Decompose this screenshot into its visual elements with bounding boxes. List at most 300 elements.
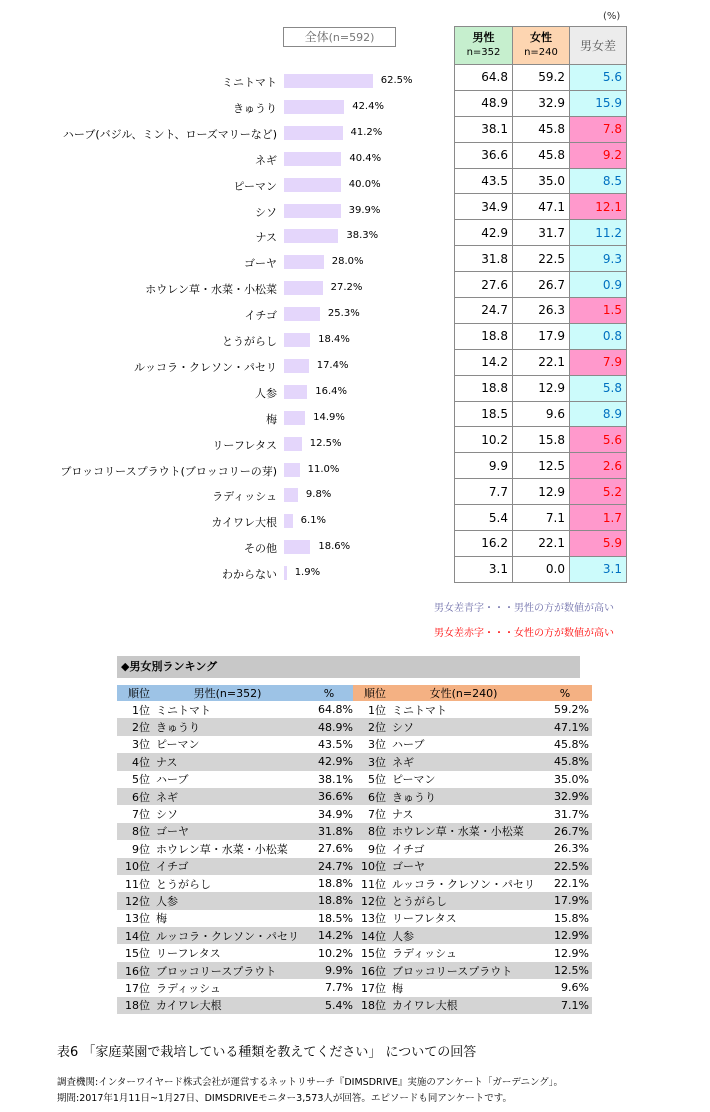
- ranking-rank: 14位: [117, 927, 153, 944]
- bar-value-label: 17.4%: [316, 359, 349, 371]
- male-cell: 34.9: [455, 194, 513, 220]
- category-label: ミニトマト: [222, 76, 277, 89]
- ranking-name: ラディッシュ: [156, 981, 221, 995]
- ranking-name: きゅうり: [389, 788, 538, 805]
- female-ranking-row: [353, 927, 592, 944]
- ranking-pct: 42.9%: [302, 753, 356, 770]
- male-ranking-row: [117, 736, 356, 753]
- ranking-rank: 16位: [353, 962, 389, 979]
- bar-value-label: 25.3%: [327, 308, 360, 320]
- gender-table-row: [455, 531, 627, 557]
- bar: [284, 100, 344, 114]
- bar-value-label: 27.2%: [330, 282, 363, 294]
- bar: [284, 126, 343, 140]
- female-ranking-table: [353, 685, 592, 1014]
- ranking-pct: 18.5%: [318, 911, 353, 925]
- ranking-rank: 2位: [353, 718, 389, 735]
- ranking-rank: 15位: [125, 947, 150, 961]
- ranking-pct: 47.1%: [538, 718, 592, 735]
- male-cell: 64.8: [455, 65, 513, 91]
- female-cell: 59.2: [513, 65, 570, 91]
- ranking-name: ホウレン草・水菜・小松菜: [389, 823, 538, 840]
- female-cell: 0.0: [513, 556, 570, 582]
- ranking-name: ホウレン草・水菜・小松菜: [156, 842, 288, 856]
- category-label: ルッコラ・クレソン・パセリ: [134, 360, 277, 374]
- diff-cell: 11.2: [570, 220, 627, 246]
- category-label: カイワレ大根: [211, 516, 277, 530]
- female-ranking-row: [353, 962, 592, 979]
- female-pct-header: %: [559, 686, 571, 700]
- ranking-pct: 31.8%: [302, 823, 356, 840]
- gender-table-row: [455, 401, 627, 427]
- ranking-rank: 17位: [125, 981, 150, 995]
- ranking-rank: 3位: [368, 738, 386, 752]
- ranking-pct: 43.5%: [318, 737, 353, 751]
- ranking-pct: 24.7%: [302, 858, 356, 875]
- ranking-rank: 2位: [117, 718, 153, 735]
- bar: [284, 488, 298, 502]
- ranking-rank: 16位: [117, 962, 153, 979]
- ranking-pct: 9.9%: [302, 962, 356, 979]
- male-cell: 14.2: [455, 349, 513, 375]
- male-ranking-row: [117, 701, 356, 718]
- male-cell: 10.2: [455, 427, 513, 453]
- ranking-rank: 6位: [117, 788, 153, 805]
- ranking-pct: 18.8%: [318, 877, 353, 891]
- ranking-name: ピーマン: [156, 738, 200, 752]
- ranking-name: イチゴ: [153, 858, 302, 875]
- female-ranking-row: [353, 979, 592, 996]
- ranking-name: カイワレ大根: [153, 997, 302, 1014]
- ranking-rank: 5位: [368, 773, 386, 787]
- ranking-pct: 38.1%: [318, 772, 353, 786]
- female-ranking-row: [353, 753, 592, 770]
- male-ranking-row: [117, 944, 356, 961]
- category-label: その他: [244, 542, 277, 556]
- female-ranking-row: [353, 718, 592, 735]
- gender-table-row: [455, 349, 627, 375]
- female-cell: 45.8: [513, 116, 570, 142]
- ranking-title: ◆男女別ランキング: [117, 656, 580, 678]
- ranking-rank: 14位: [353, 927, 389, 944]
- female-ranking-row: [353, 736, 592, 753]
- female-ranking-row: [353, 997, 592, 1014]
- ranking-name: ハーブ: [156, 773, 189, 787]
- ranking-rank: 11位: [361, 877, 386, 891]
- ranking-rank: 15位: [361, 947, 386, 961]
- bar: [284, 463, 300, 477]
- bar-value-label: 39.9%: [348, 204, 381, 216]
- female-cell: 7.1: [513, 505, 570, 531]
- ranking-pct: 12.9%: [538, 927, 592, 944]
- ranking-rank: 7位: [368, 808, 386, 822]
- diff-cell: 8.5: [570, 168, 627, 194]
- bar: [284, 281, 323, 295]
- category-label: ゴーヤ: [244, 257, 277, 271]
- female-rank-header: 順位: [364, 687, 386, 700]
- bar-value-label: 16.4%: [315, 385, 348, 397]
- male-ranking-row: [117, 979, 356, 996]
- ranking-name: ゴーヤ: [153, 823, 302, 840]
- female-cell: 26.3: [513, 298, 570, 324]
- footer-line-1: 調査機関:インターワイヤード株式会社が運営するネットリサーチ『DIMSDRIVE』実施のアンケート「ガーデニング」。: [57, 1077, 564, 1088]
- female-header-label: 女性: [530, 31, 552, 44]
- male-cell: 7.7: [455, 479, 513, 505]
- bar-value-label: 42.4%: [352, 100, 384, 112]
- male-cell: 16.2: [455, 531, 513, 557]
- male-cell: 48.9: [455, 90, 513, 116]
- bar: [284, 74, 373, 88]
- female-cell: 45.8: [513, 142, 570, 168]
- male-header: [455, 27, 513, 65]
- diff-cell: 7.9: [570, 349, 627, 375]
- female-ranking-row: [353, 892, 592, 909]
- category-label: きゅうり: [233, 101, 277, 115]
- male-cell: 9.9: [455, 453, 513, 479]
- note-blue: 男女差青字・・・男性の方が数値が高い: [434, 603, 614, 614]
- female-ranking-row: [353, 788, 592, 805]
- male-ranking-row: [117, 718, 356, 735]
- male-name-header: 男性(n=352): [193, 687, 262, 700]
- ranking-name: シソ: [156, 808, 178, 822]
- gender-table-row: [455, 90, 627, 116]
- ranking-name: ナス: [392, 808, 414, 822]
- diff-cell: 2.6: [570, 453, 627, 479]
- caption: 表6 「家庭菜園で栽培している種類を教えてください」 についての回答: [57, 1045, 477, 1060]
- note-red: 男女差赤字・・・女性の方が数値が高い: [434, 628, 614, 639]
- female-cell: 31.7: [513, 220, 570, 246]
- male-cell: 18.5: [455, 401, 513, 427]
- female-ranking-row: [353, 944, 592, 961]
- ranking-pct: 7.7%: [325, 981, 353, 995]
- diff-cell: 1.5: [570, 298, 627, 324]
- category-label: 人参: [255, 386, 277, 400]
- ranking-name: ルッコラ・クレソン・パセリ: [392, 877, 535, 891]
- male-ranking-row: [117, 910, 356, 927]
- ranking-pct: 34.9%: [318, 807, 353, 821]
- male-pct-header: %: [323, 686, 335, 700]
- overall-label: [283, 27, 396, 47]
- ranking-name: ミニトマト: [392, 703, 447, 717]
- bar-value-label: 18.6%: [318, 541, 351, 553]
- ranking-pct: 22.1%: [554, 877, 589, 891]
- diff-cell: 7.8: [570, 116, 627, 142]
- female-cell: 15.8: [513, 427, 570, 453]
- female-ranking-row: [353, 840, 592, 857]
- male-cell: 36.6: [455, 142, 513, 168]
- ranking-pct: 5.4%: [302, 997, 356, 1014]
- ranking-name: ナス: [153, 753, 302, 770]
- ranking-pct: 12.9%: [554, 946, 589, 960]
- footer-line-2: 期間:2017年1月11日~1月27日、DIMSDRIVEモニター3,573人が回答。エピソードも同アンケートです。: [57, 1093, 513, 1104]
- female-cell: 35.0: [513, 168, 570, 194]
- ranking-pct: 36.6%: [302, 788, 356, 805]
- bar: [284, 229, 338, 243]
- ranking-rank: 10位: [353, 858, 389, 875]
- ranking-rank: 6位: [353, 788, 389, 805]
- diff-cell: 5.8: [570, 375, 627, 401]
- male-ranking-row: [117, 823, 356, 840]
- overall-label-text: 全体: [304, 30, 329, 44]
- category-label: イチゴ: [244, 309, 277, 323]
- bar: [284, 255, 324, 269]
- overall-n: (n=592): [328, 31, 375, 44]
- gender-table-row: [455, 220, 627, 246]
- bar: [284, 307, 320, 321]
- male-ranking-row: [117, 962, 356, 979]
- gender-table-row: [455, 505, 627, 531]
- male-cell: 27.6: [455, 272, 513, 298]
- ranking-name: ブロッコリースプラウト: [389, 962, 538, 979]
- ranking-name: リーフレタス: [156, 947, 221, 961]
- ranking-rank: 11位: [125, 877, 150, 891]
- gender-table-row: [455, 65, 627, 91]
- bar: [284, 540, 310, 554]
- male-ranking-row: [117, 875, 356, 892]
- category-label: 梅: [266, 412, 277, 426]
- ranking-pct: 7.1%: [538, 997, 592, 1014]
- ranking-name: ゴーヤ: [389, 858, 538, 875]
- male-cell: 43.5: [455, 168, 513, 194]
- female-ranking-row: [353, 823, 592, 840]
- gender-table-row: [455, 375, 627, 401]
- diff-cell: 9.3: [570, 246, 627, 272]
- female-cell: 9.6: [513, 401, 570, 427]
- ranking-pct: 59.2%: [554, 703, 589, 717]
- male-header-n: n=352: [466, 47, 501, 58]
- ranking-rank: 3位: [353, 753, 389, 770]
- diff-cell: 5.6: [570, 427, 627, 453]
- bar-value-label: 6.1%: [300, 515, 327, 527]
- diff-header: 男女差: [570, 27, 627, 65]
- female-cell: 17.9: [513, 323, 570, 349]
- male-header-label: 男性: [472, 31, 495, 44]
- male-ranking-row: [117, 858, 356, 875]
- male-ranking-row: [117, 927, 356, 944]
- category-label: わからない: [222, 568, 277, 582]
- female-cell: 22.5: [513, 246, 570, 272]
- bar-value-label: 62.5%: [380, 75, 413, 86]
- female-ranking-row: [353, 701, 592, 718]
- bar-value-label: 28.0%: [331, 256, 364, 268]
- male-cell: 42.9: [455, 220, 513, 246]
- ranking-rank: 10位: [117, 858, 153, 875]
- female-cell: 12.9: [513, 375, 570, 401]
- diff-cell: 1.7: [570, 505, 627, 531]
- female-cell: 22.1: [513, 531, 570, 557]
- ranking-rank: 7位: [132, 808, 150, 822]
- ranking-rank: 4位: [117, 753, 153, 770]
- bar-value-label: 11.0%: [307, 463, 340, 475]
- ranking-pct: 26.3%: [554, 842, 589, 856]
- bar-value-label: 14.9%: [313, 411, 345, 423]
- bar-value-label: 38.3%: [346, 230, 379, 242]
- ranking-name: シソ: [389, 718, 538, 735]
- ranking-name: 人参: [389, 927, 538, 944]
- female-ranking-row: [353, 771, 592, 788]
- ranking-rank: 17位: [361, 981, 386, 995]
- male-cell: 38.1: [455, 116, 513, 142]
- male-ranking-row: [117, 771, 356, 788]
- ranking-rank: 8位: [353, 823, 389, 840]
- gender-table: [454, 26, 627, 583]
- ranking-pct: 35.0%: [554, 772, 589, 786]
- unit-label: (%): [603, 11, 621, 22]
- category-label: ホウレン草・水菜・小松菜: [145, 283, 277, 297]
- female-header-n: n=240: [524, 47, 558, 58]
- male-ranking-row: [117, 840, 356, 857]
- diff-cell: 15.9: [570, 90, 627, 116]
- gender-table-row: [455, 116, 627, 142]
- diff-cell: 8.9: [570, 401, 627, 427]
- ranking-name: とうがらし: [389, 892, 538, 909]
- bar: [284, 514, 293, 528]
- ranking-rank: 18位: [117, 997, 153, 1014]
- ranking-name: ハーブ: [392, 738, 425, 752]
- category-label: ナス: [255, 231, 277, 245]
- gender-table-row: [455, 272, 627, 298]
- bar: [284, 437, 302, 451]
- ranking-name: 梅: [392, 981, 403, 995]
- category-label: シソ: [255, 205, 277, 219]
- ranking-pct: 27.6%: [318, 842, 353, 856]
- female-cell: 22.1: [513, 349, 570, 375]
- diff-cell: 0.9: [570, 272, 627, 298]
- male-cell: 24.7: [455, 298, 513, 324]
- ranking-rank: 1位: [368, 703, 386, 717]
- ranking-pct: 64.8%: [318, 703, 353, 717]
- ranking-pct: 18.8%: [302, 892, 356, 909]
- ranking-name: ネギ: [153, 788, 302, 805]
- ranking-rank: 12位: [353, 892, 389, 909]
- ranking-name: リーフレタス: [392, 912, 457, 926]
- bar-value-label: 40.0%: [348, 178, 381, 190]
- bar: [284, 566, 287, 580]
- male-ranking-table: [117, 685, 356, 1014]
- ranking-pct: 22.5%: [538, 858, 592, 875]
- ranking-rank: 1位: [132, 703, 150, 717]
- ranking-name: きゅうり: [153, 718, 302, 735]
- gender-table-row: [455, 246, 627, 272]
- ranking-pct: 9.6%: [561, 981, 589, 995]
- ranking-name: 梅: [156, 912, 167, 926]
- gender-table-row: [455, 142, 627, 168]
- bar-value-label: 18.4%: [318, 334, 350, 345]
- ranking-pct: 48.9%: [302, 718, 356, 735]
- bar: [284, 385, 307, 399]
- female-name-header: 女性(n=240): [429, 687, 498, 700]
- male-ranking-row: [117, 805, 356, 822]
- diff-cell: 5.9: [570, 531, 627, 557]
- ranking-name: カイワレ大根: [389, 997, 538, 1014]
- category-label: とうがらし: [222, 335, 277, 348]
- ranking-pct: 45.8%: [538, 753, 592, 770]
- female-cell: 47.1: [513, 194, 570, 220]
- female-ranking-row: [353, 805, 592, 822]
- ranking-rank: 13位: [125, 912, 150, 926]
- male-ranking-row: [117, 892, 356, 909]
- bar: [284, 359, 309, 373]
- ranking-pct: 45.8%: [554, 737, 589, 751]
- bar-value-label: 12.5%: [309, 437, 342, 449]
- male-cell: 18.8: [455, 375, 513, 401]
- ranking-rank: 18位: [353, 997, 389, 1014]
- female-ranking-row: [353, 875, 592, 892]
- bar: [284, 204, 341, 218]
- male-rank-header: 順位: [128, 687, 150, 700]
- female-header: [513, 27, 570, 65]
- gender-table-row: [455, 194, 627, 220]
- category-label: ラディッシュ: [212, 490, 277, 504]
- diff-cell: 12.1: [570, 194, 627, 220]
- gender-table-row: [455, 298, 627, 324]
- ranking-name: とうがらし: [156, 877, 211, 891]
- diff-cell: 3.1: [570, 556, 627, 582]
- diff-cell: 5.6: [570, 65, 627, 91]
- ranking-pct: 26.7%: [538, 823, 592, 840]
- ranking-rank: 3位: [132, 738, 150, 752]
- male-ranking-row: [117, 788, 356, 805]
- bar-value-label: 1.9%: [294, 567, 321, 579]
- category-label: ピーマン: [233, 179, 277, 193]
- ranking-name: イチゴ: [392, 842, 425, 856]
- male-ranking-row: [117, 997, 356, 1014]
- ranking-pct: 32.9%: [538, 788, 592, 805]
- bar-value-label: 41.2%: [350, 126, 383, 138]
- ranking-name: ネギ: [389, 753, 538, 770]
- ranking-name: ブロッコリースプラウト: [153, 962, 302, 979]
- female-cell: 12.9: [513, 479, 570, 505]
- ranking-pct: 15.8%: [554, 911, 589, 925]
- female-cell: 12.5: [513, 453, 570, 479]
- ranking-pct: 17.9%: [538, 892, 592, 909]
- ranking-pct: 14.2%: [302, 927, 356, 944]
- male-ranking-row: [117, 753, 356, 770]
- male-cell: 3.1: [455, 556, 513, 582]
- ranking-rank: 8位: [117, 823, 153, 840]
- ranking-name: ラディッシュ: [392, 947, 457, 961]
- gender-table-row: [455, 168, 627, 194]
- ranking-pct: 31.7%: [554, 807, 589, 821]
- diff-cell: 0.8: [570, 323, 627, 349]
- category-label: ブロッコリースプラウト(ブロッコリーの芽): [60, 464, 277, 478]
- diff-cell: 5.2: [570, 479, 627, 505]
- category-label: リーフレタス: [212, 438, 277, 452]
- gender-table-row: [455, 556, 627, 582]
- ranking-pct: 12.5%: [538, 962, 592, 979]
- female-ranking-row: [353, 858, 592, 875]
- male-cell: 31.8: [455, 246, 513, 272]
- diff-cell: 9.2: [570, 142, 627, 168]
- bar: [284, 333, 310, 347]
- ranking-rank: 9位: [368, 842, 386, 856]
- bar-value-label: 40.4%: [349, 152, 382, 164]
- ranking-rank: 13位: [361, 912, 386, 926]
- gender-table-row: [455, 453, 627, 479]
- female-cell: 26.7: [513, 272, 570, 298]
- ranking-rank: 5位: [132, 773, 150, 787]
- ranking-rank: 12位: [117, 892, 153, 909]
- gender-table-row: [455, 427, 627, 453]
- bar-value-label: 9.8%: [305, 489, 332, 501]
- bar: [284, 178, 341, 192]
- gender-table-row: [455, 479, 627, 505]
- category-label: ハーブ(バジル、ミント、ローズマリーなど): [62, 127, 277, 141]
- gender-table-row: [455, 323, 627, 349]
- ranking-name: ルッコラ・クレソン・パセリ: [153, 927, 302, 944]
- male-cell: 5.4: [455, 505, 513, 531]
- male-cell: 18.8: [455, 323, 513, 349]
